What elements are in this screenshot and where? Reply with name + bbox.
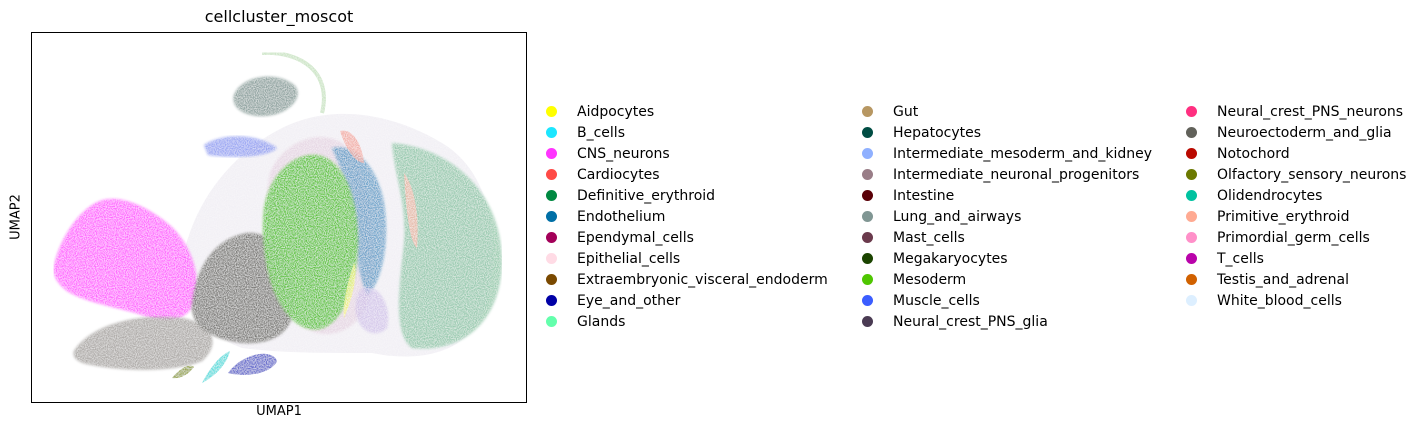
cluster-definitive-erythroid-region (392, 143, 502, 349)
legend-entry (1186, 227, 1406, 248)
legend-marker (862, 169, 873, 180)
legend-label: White_blood_cells (1217, 292, 1342, 309)
legend-label: Endothelium (577, 208, 666, 225)
legend-marker (546, 148, 557, 159)
legend-entry (546, 101, 828, 122)
legend-marker (546, 232, 557, 243)
legend-marker (546, 211, 557, 222)
legend-entry (546, 143, 828, 164)
legend-marker (1186, 253, 1197, 264)
legend-entry (546, 206, 828, 227)
legend-entry (862, 206, 1152, 227)
legend-label: Ependymal_cells (577, 229, 694, 246)
legend-marker (546, 295, 557, 306)
legend-entry (546, 269, 828, 290)
y-axis-label: UMAP2 (8, 194, 24, 240)
legend-entry (862, 101, 1152, 122)
legend-entry (862, 227, 1152, 248)
legend-entry (546, 311, 828, 332)
legend-label: B_cells (577, 124, 625, 141)
legend-entry (1186, 143, 1406, 164)
legend-marker (862, 190, 873, 201)
legend-label: Neuroectoderm_and_glia (1217, 124, 1392, 141)
legend-entry (1186, 206, 1406, 227)
legend-label: Intermediate_neuronal_progenitors (893, 166, 1140, 183)
legend-label: T_cells (1217, 250, 1264, 267)
legend-marker (546, 316, 557, 327)
legend-entry (862, 269, 1152, 290)
legend-entry (546, 290, 828, 311)
legend-label: Primitive_erythroid (1217, 208, 1350, 225)
legend-marker (546, 274, 557, 285)
legend-marker (1186, 148, 1197, 159)
legend-marker (1186, 169, 1197, 180)
legend-marker (862, 232, 873, 243)
legend-entry (862, 164, 1152, 185)
legend-label: Glands (577, 313, 626, 330)
legend-marker (546, 169, 557, 180)
x-axis-label: UMAP1 (256, 404, 302, 419)
legend-entry (1186, 164, 1406, 185)
legend-label: Eye_and_other (577, 292, 681, 309)
legend-marker (1186, 274, 1197, 285)
legend-marker (862, 211, 873, 222)
legend-entry (862, 311, 1152, 332)
legend-label: Primordial_germ_cells (1217, 229, 1370, 246)
legend-entry (862, 122, 1152, 143)
cluster-lung-and-airways (234, 77, 298, 116)
legend-marker (546, 106, 557, 117)
chart-title: cellcluster_moscot (204, 7, 354, 26)
legend-marker (1186, 211, 1197, 222)
legend-entry (1186, 122, 1406, 143)
legend-marker (1186, 190, 1197, 201)
umap-scatter (32, 33, 526, 402)
legend-label: Muscle_cells (893, 292, 980, 309)
legend-marker (862, 274, 873, 285)
cluster-intermediate-progenitors (74, 317, 213, 370)
legend-label: Megakaryocytes (893, 250, 1008, 267)
legend-marker (862, 106, 873, 117)
legend-label: CNS_neurons (577, 145, 670, 162)
legend-label: Neural_crest_PNS_glia (893, 313, 1048, 330)
legend-label: Extraembryonic_visceral_endoderm (577, 271, 828, 288)
legend-entry (546, 185, 828, 206)
legend-label: Epithelial_cells (577, 250, 681, 267)
legend-entry (1186, 101, 1406, 122)
legend-label: Olidendrocytes (1217, 187, 1323, 204)
legend-label: Testis_and_adrenal (1217, 271, 1349, 288)
legend-marker (546, 190, 557, 201)
legend-label: Lung_and_airways (893, 208, 1022, 225)
legend-label: Mesoderm (893, 271, 967, 288)
legend-marker (1186, 127, 1197, 138)
legend-marker (862, 253, 873, 264)
cluster-eye-and-other (228, 354, 277, 375)
legend-entry (546, 227, 828, 248)
legend-entry (546, 248, 828, 269)
legend-marker (1186, 106, 1197, 117)
legend-entry (1186, 269, 1406, 290)
legend-marker (862, 127, 873, 138)
legend-column (546, 101, 828, 332)
legend-marker (1186, 295, 1197, 306)
plot-area (31, 32, 527, 403)
legend-entry (862, 290, 1152, 311)
legend-label: Hepatocytes (893, 124, 982, 141)
legend-entry (862, 185, 1152, 206)
legend-column (1186, 101, 1406, 311)
legend-label: Aidpocytes (577, 103, 655, 120)
legend-marker (862, 316, 873, 327)
legend-marker (546, 253, 557, 264)
legend-entry (546, 122, 828, 143)
legend-entry (862, 248, 1152, 269)
legend-marker (862, 148, 873, 159)
legend-label: Notochord (1217, 145, 1290, 162)
legend-marker (862, 295, 873, 306)
legend-label: Gut (893, 103, 919, 120)
legend-label: Olfactory_sensory_neurons (1217, 166, 1407, 183)
legend-entry (862, 143, 1152, 164)
legend-label: Cardiocytes (577, 166, 660, 183)
legend-marker (546, 127, 557, 138)
legend-label: Intestine (893, 187, 955, 204)
legend-label: Neural_crest_PNS_neurons (1217, 103, 1404, 120)
legend-label: Definitive_erythroid (577, 187, 716, 204)
legend-entry (546, 164, 828, 185)
legend-entry (1186, 185, 1406, 206)
legend-marker (1186, 232, 1197, 243)
legend-entry (1186, 248, 1406, 269)
legend-column (862, 101, 1152, 332)
legend-label: Intermediate_mesoderm_and_kidney (893, 145, 1153, 162)
cluster-cns-neurons (54, 199, 197, 319)
legend-label: Mast_cells (893, 229, 965, 246)
legend-entry (1186, 290, 1406, 311)
